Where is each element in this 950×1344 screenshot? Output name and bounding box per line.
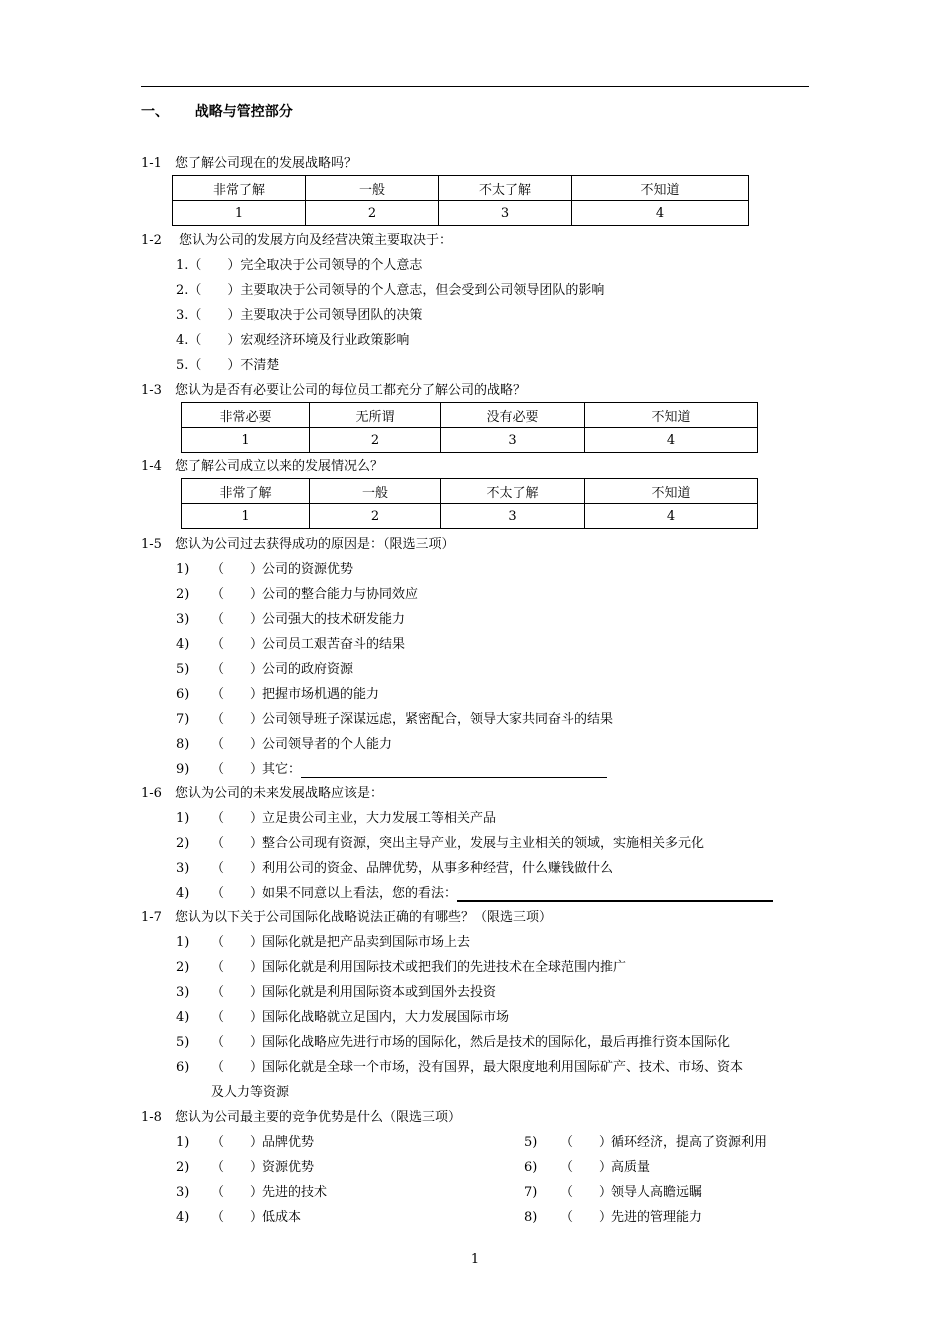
answer-parentheses[interactable]: （ ） bbox=[211, 1135, 264, 1150]
scale-value[interactable]: 3 bbox=[439, 201, 572, 226]
scale-value[interactable]: 2 bbox=[310, 428, 441, 453]
section-heading bbox=[141, 104, 293, 120]
option-text: 如果不同意以上看法，您的看法： bbox=[262, 886, 773, 902]
option-text: 国际化就是利用国际技术或把我们的先进技术在全球范围内推广 bbox=[262, 960, 627, 975]
option-number: 7) bbox=[524, 1185, 538, 1200]
option-text: 国际化就是利用国际资本或到国外去投资 bbox=[262, 985, 497, 1000]
section-title: 战略与管控部分 bbox=[194, 104, 293, 120]
answer-blank-line[interactable] bbox=[301, 765, 607, 778]
answer-parentheses[interactable]: （ ） bbox=[211, 1035, 264, 1050]
option-number: 1) bbox=[176, 1135, 190, 1150]
scale-header: 不太了解 bbox=[441, 479, 585, 504]
scale-value[interactable]: 3 bbox=[441, 504, 585, 529]
option-text: 公司的政府资源 bbox=[262, 662, 354, 677]
scale-header: 非常了解 bbox=[182, 479, 310, 504]
answer-parentheses[interactable]: （ ） bbox=[211, 762, 264, 777]
option-text: 国际化就是把产品卖到国际市场上去 bbox=[262, 935, 471, 950]
question-1-1 bbox=[141, 156, 357, 172]
answer-parentheses[interactable]: （ ） bbox=[211, 1010, 264, 1025]
scale-value[interactable]: 1 bbox=[182, 428, 310, 453]
option-number: 7) bbox=[176, 712, 190, 727]
option-text: 整合公司现有资源，突出主导产业，发展与主业相关的领域，实施相关多元化 bbox=[262, 836, 705, 851]
answer-parentheses[interactable]: （ ） bbox=[211, 687, 264, 702]
option-text: 低成本 bbox=[262, 1210, 302, 1225]
scale-header: 没有必要 bbox=[441, 403, 585, 428]
option-number: 3) bbox=[176, 861, 190, 876]
option-text: 高质量 bbox=[611, 1160, 651, 1175]
scale-table-1-3 bbox=[181, 402, 758, 453]
option-number: 2) bbox=[176, 1160, 190, 1175]
scale-value[interactable]: 2 bbox=[310, 504, 441, 529]
option-number: 5) bbox=[176, 662, 190, 677]
scale-header: 一般 bbox=[306, 176, 439, 201]
scale-header: 不太了解 bbox=[439, 176, 572, 201]
section-number: 一、 bbox=[141, 104, 169, 120]
scale-header: 非常了解 bbox=[173, 176, 306, 201]
option-number: 8) bbox=[176, 737, 190, 752]
option-text: 把握市场机遇的能力 bbox=[262, 687, 380, 702]
answer-parentheses[interactable]: （ ） bbox=[211, 662, 264, 677]
option-text: 资源优势 bbox=[262, 1160, 315, 1175]
answer-parentheses[interactable]: （ ） bbox=[211, 1160, 264, 1175]
answer-parentheses[interactable]: （ ） bbox=[211, 811, 264, 826]
option-text: 先进的管理能力 bbox=[611, 1210, 703, 1225]
option-number: 6) bbox=[176, 1060, 190, 1075]
answer-parentheses[interactable]: （ ） bbox=[211, 637, 264, 652]
scale-value[interactable]: 4 bbox=[572, 201, 749, 226]
answer-parentheses[interactable]: （ ） bbox=[211, 935, 264, 950]
option-text: 领导人高瞻远瞩 bbox=[611, 1185, 703, 1200]
option-text: 先进的技术 bbox=[262, 1185, 328, 1200]
question-1-4 bbox=[141, 459, 383, 475]
scale-value[interactable]: 1 bbox=[182, 504, 310, 529]
option-number: 2) bbox=[176, 960, 190, 975]
scale-value[interactable]: 3 bbox=[441, 428, 585, 453]
question-number: 1-5 bbox=[141, 537, 162, 552]
question-text: 您认为公司的发展方向及经营决策主要取决于： bbox=[179, 233, 453, 248]
answer-parentheses[interactable]: （ ） bbox=[211, 712, 264, 727]
question-text: 您认为是否有必要让公司的每位员工都充分了解公司的战略？ bbox=[175, 383, 527, 398]
question-number: 1-3 bbox=[141, 383, 162, 398]
scale-table-1-1 bbox=[172, 175, 749, 226]
answer-parentheses[interactable]: （ ） bbox=[560, 1135, 613, 1150]
option-number: 3) bbox=[176, 985, 190, 1000]
answer-parentheses[interactable]: （ ） bbox=[211, 737, 264, 752]
option-number: 5) bbox=[176, 1035, 190, 1050]
question-text: 您了解公司成立以来的发展情况么？ bbox=[175, 459, 384, 474]
answer-parentheses[interactable]: （ ） bbox=[211, 587, 264, 602]
scale-header: 无所谓 bbox=[310, 403, 441, 428]
question-number: 1-8 bbox=[141, 1110, 162, 1125]
question-text: 您认为公司的未来发展战略应该是： bbox=[175, 786, 384, 801]
question-text: 您认为公司过去获得成功的原因是：（限选三项） bbox=[175, 537, 455, 552]
option-number: 4) bbox=[176, 1010, 190, 1025]
answer-blank-line[interactable] bbox=[457, 888, 773, 902]
scale-header: 一般 bbox=[310, 479, 441, 504]
option-text: 立足贵公司主业，大力发展工等相关产品 bbox=[262, 811, 497, 826]
option-text: 品牌优势 bbox=[262, 1135, 315, 1150]
option-number: 3) bbox=[176, 612, 190, 627]
question-number: 1-1 bbox=[141, 156, 162, 171]
scale-header: 非常必要 bbox=[182, 403, 310, 428]
option-text: 国际化战略就立足国内，大力发展国际市场 bbox=[262, 1010, 510, 1025]
scale-header: 不知道 bbox=[585, 479, 758, 504]
answer-parentheses[interactable]: （ ） bbox=[560, 1185, 613, 1200]
option-text: 公司员工艰苦奋斗的结果 bbox=[262, 637, 406, 652]
option-number: 9) bbox=[176, 762, 190, 777]
page-number: 1 bbox=[470, 1252, 480, 1267]
scale-value[interactable]: 1 bbox=[173, 201, 306, 226]
scale-value[interactable]: 4 bbox=[585, 504, 758, 529]
scale-header: 不知道 bbox=[585, 403, 758, 428]
question-text: 您认为以下关于公司国际化战略说法正确的有哪些？（限选三项） bbox=[175, 910, 553, 925]
option-number: 4) bbox=[176, 1210, 190, 1225]
scale-value[interactable]: 4 bbox=[585, 428, 758, 453]
option-text: 公司领导者的个人能力 bbox=[262, 737, 393, 752]
answer-parentheses[interactable]: （ ） bbox=[560, 1160, 613, 1175]
question-1-8 bbox=[141, 1110, 461, 1126]
question-1-2 bbox=[141, 233, 452, 249]
option-number: 3) bbox=[176, 1185, 190, 1200]
answer-parentheses[interactable]: （ ） bbox=[211, 861, 264, 876]
answer-parentheses[interactable]: （ ） bbox=[211, 612, 264, 627]
option-text: 公司的资源优势 bbox=[262, 562, 354, 577]
answer-parentheses[interactable]: （ ） bbox=[211, 960, 264, 975]
option-text: 国际化就是全球一个市场，没有国界，最大限度地利用国际矿产、技术、市场、资本 bbox=[262, 1060, 744, 1075]
question-text: 您认为公司最主要的竞争优势是什么（限选三项） bbox=[175, 1110, 462, 1125]
scale-value[interactable]: 2 bbox=[306, 201, 439, 226]
option-1-2-5[interactable]: 5.（ ）不清楚 bbox=[176, 358, 280, 373]
option-text: 公司领导班子深谋远虑，紧密配合，领导大家共同奋斗的结果 bbox=[262, 712, 614, 727]
answer-parentheses[interactable]: （ ） bbox=[211, 836, 264, 851]
answer-parentheses[interactable]: （ ） bbox=[560, 1210, 613, 1225]
option-number: 1) bbox=[176, 811, 190, 826]
option-1-2-1[interactable]: 1.（ ）完全取决于公司领导的个人意志 bbox=[176, 258, 423, 273]
answer-parentheses[interactable]: （ ） bbox=[211, 985, 264, 1000]
option-number: 1) bbox=[176, 562, 190, 577]
question-text: 您了解公司现在的发展战略吗？ bbox=[175, 156, 358, 171]
question-1-3 bbox=[141, 383, 526, 399]
scale-header: 不知道 bbox=[572, 176, 749, 201]
answer-parentheses[interactable]: （ ） bbox=[211, 1060, 264, 1075]
question-1-6 bbox=[141, 786, 383, 802]
question-number: 1-4 bbox=[141, 459, 162, 474]
option-number: 4) bbox=[176, 637, 190, 652]
option-text: 公司强大的技术研发能力 bbox=[262, 612, 406, 627]
option-1-2-3[interactable]: 3.（ ）主要取决于公司领导团队的决策 bbox=[176, 308, 423, 323]
option-number: 6) bbox=[176, 687, 190, 702]
option-1-7-6-continuation: 及人力等资源 bbox=[211, 1085, 290, 1100]
option-number: 4) bbox=[176, 886, 190, 901]
question-1-7 bbox=[141, 910, 552, 926]
option-number: 8) bbox=[524, 1210, 538, 1225]
option-number: 2) bbox=[176, 587, 190, 602]
question-number: 1-2 bbox=[141, 233, 162, 248]
answer-parentheses[interactable]: （ ） bbox=[211, 886, 264, 901]
option-number: 6) bbox=[524, 1160, 538, 1175]
header-rule bbox=[141, 86, 809, 87]
option-text: 利用公司的资金、品牌优势，从事多种经营，什么赚钱做什么 bbox=[262, 861, 614, 876]
answer-parentheses[interactable]: （ ） bbox=[211, 1185, 264, 1200]
question-1-5 bbox=[141, 537, 455, 553]
answer-parentheses[interactable]: （ ） bbox=[211, 562, 264, 577]
option-1-2-4[interactable]: 4.（ ）宏观经济环境及行业政策影响 bbox=[176, 333, 410, 348]
option-text: 国际化战略应先进行市场的国际化，然后是技术的国际化，最后再推行资本国际化 bbox=[262, 1035, 731, 1050]
question-number: 1-6 bbox=[141, 786, 162, 801]
option-number: 1) bbox=[176, 935, 190, 950]
option-1-2-2[interactable]: 2.（ ）主要取决于公司领导的个人意志，但会受到公司领导团队的影响 bbox=[176, 283, 605, 298]
option-text: 其它： bbox=[262, 762, 607, 778]
option-number: 5) bbox=[524, 1135, 538, 1150]
option-text: 公司的整合能力与协同效应 bbox=[262, 587, 419, 602]
option-number: 2) bbox=[176, 836, 190, 851]
option-text: 循环经济，提高了资源利用 bbox=[611, 1135, 768, 1150]
question-number: 1-7 bbox=[141, 910, 162, 925]
answer-parentheses[interactable]: （ ） bbox=[211, 1210, 264, 1225]
scale-table-1-4 bbox=[181, 478, 758, 529]
